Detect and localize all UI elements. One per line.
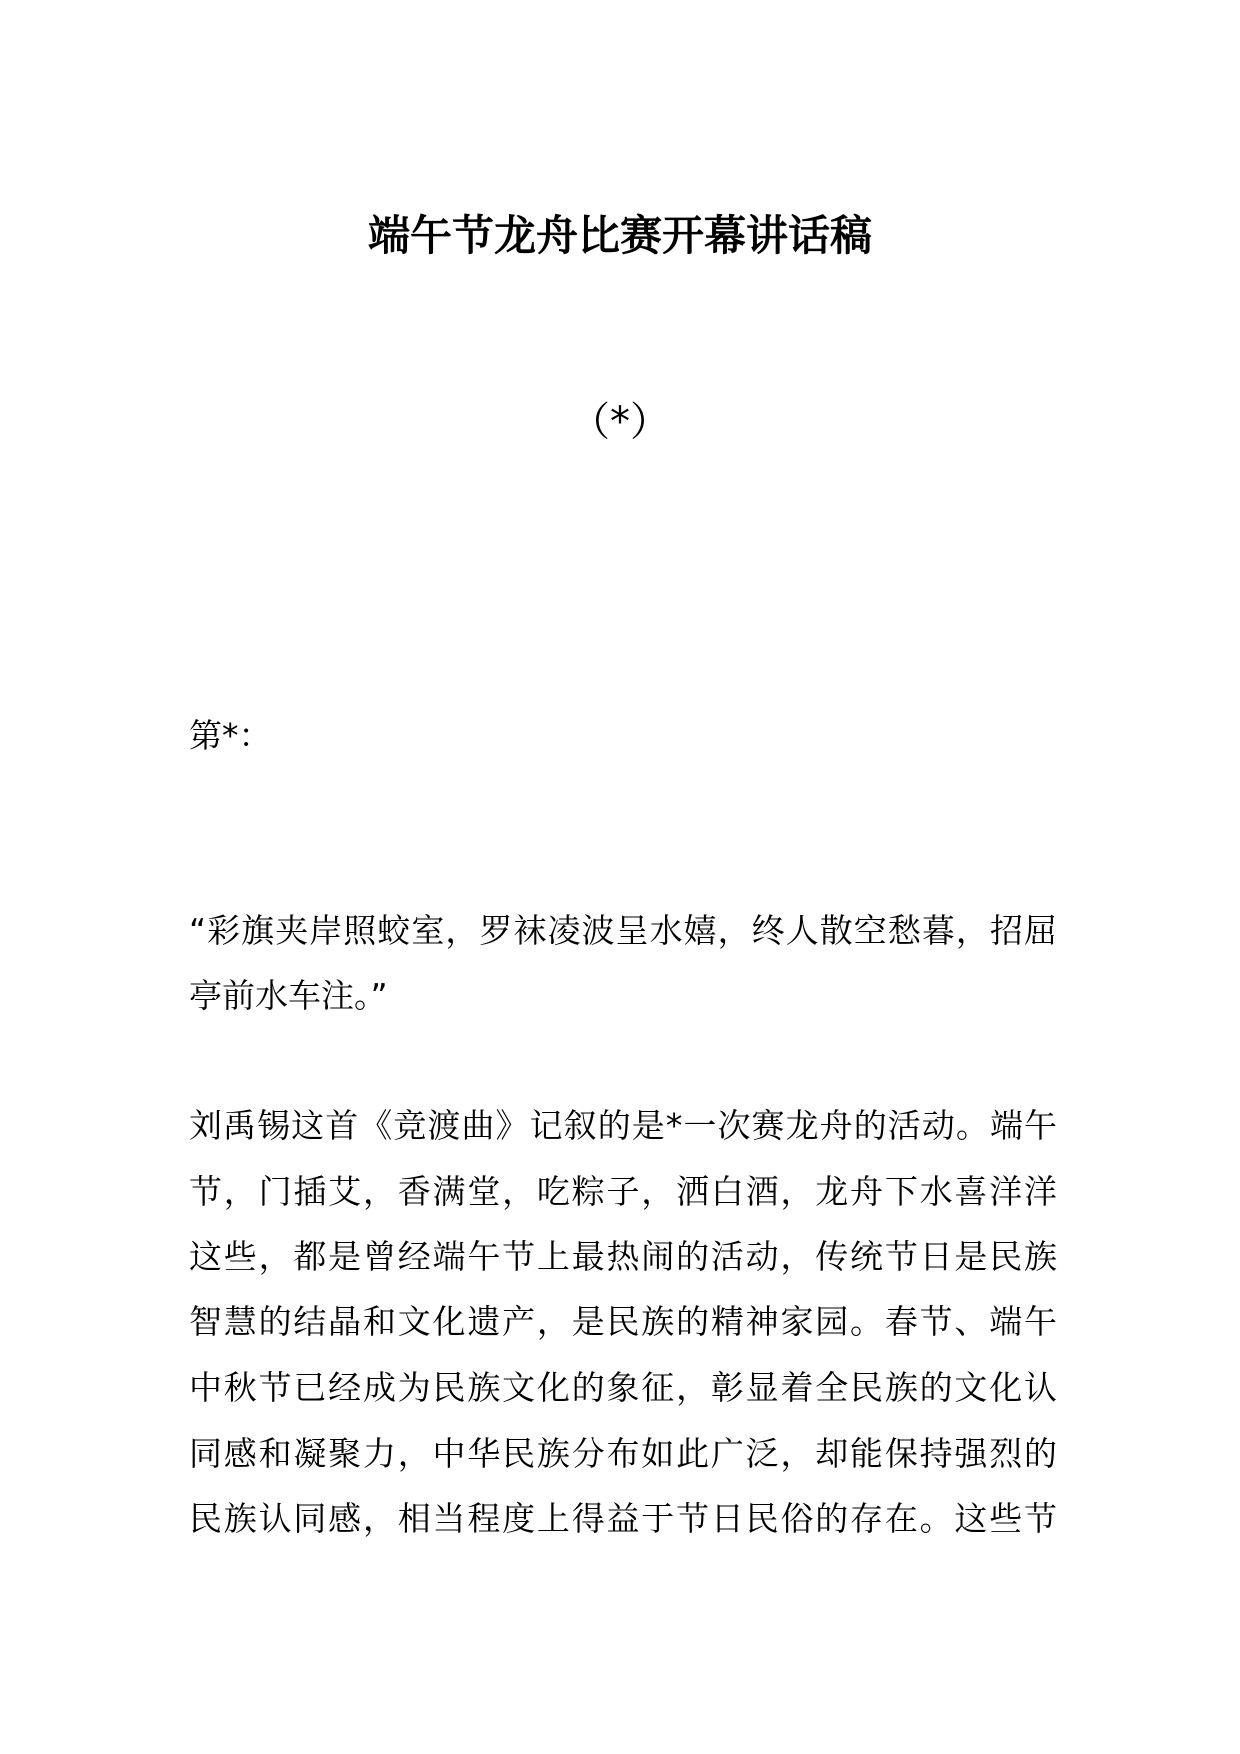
paragraph-line: 节，门插艾，香满堂，吃粽子，洒白酒，龙舟下水喜洋洋 — [189, 1172, 1057, 1211]
quote-line: 亭前水车注。” — [189, 976, 388, 1015]
paragraph-line: 这些，都是曾经端午节上最热闹的活动，传统节日是民族 — [189, 1237, 1057, 1276]
quote-line: “彩旗夹岸照蛟室，罗袜凌波呈水嬉，终人散空愁暮，招屈 — [189, 911, 1057, 950]
paragraph-line: 民族认同感，相当程度上得益于节日民俗的存在。这些节 — [189, 1499, 1057, 1538]
paragraph-line: 智慧的结晶和文化遗产，是民族的精神家园。春节、端午 — [189, 1302, 1057, 1341]
paragraph-line: 中秋节已经成为民族文化的象征，彰显着全民族的文化认 — [189, 1368, 1057, 1407]
section-heading: 第*： — [189, 716, 272, 755]
paragraph-line: 刘禹锡这首《竞渡曲》记叙的是*一次赛龙舟的活动。端午 — [189, 1106, 1057, 1145]
document-subtitle: （*） — [570, 399, 670, 445]
paragraph-line: 同感和凝聚力，中华民族分布如此广泛，却能保持强烈的 — [189, 1434, 1057, 1473]
document-title: 端午节龙舟比赛开幕讲话稿 — [367, 211, 872, 260]
